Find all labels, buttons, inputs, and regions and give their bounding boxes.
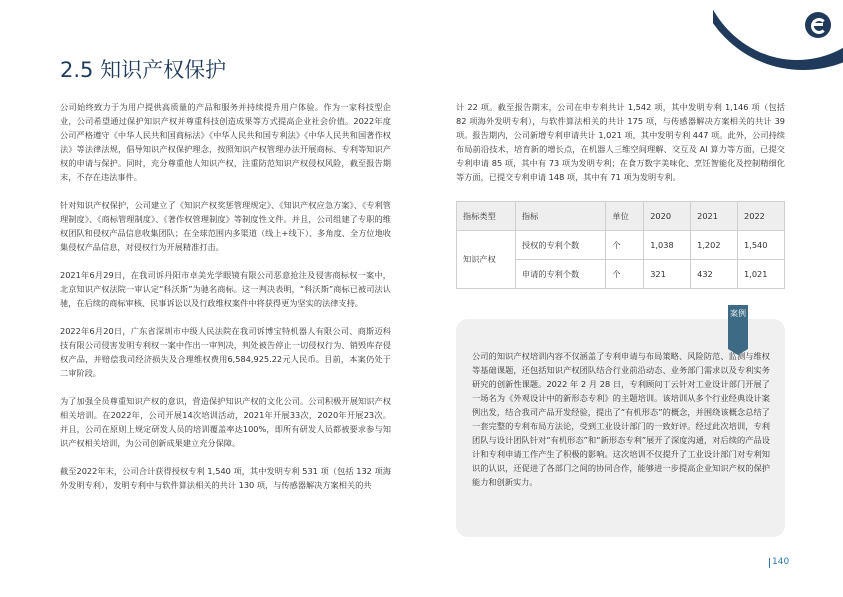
table-header-cell: 单位 bbox=[606, 202, 644, 231]
table-header-row bbox=[457, 202, 785, 231]
page-number-bar bbox=[769, 558, 770, 568]
paragraph: 2021年6月29日，在我司诉丹阳市卓美光学眼镜有限公司恶意抢注及侵害商标权一案中，北京知识产权法院一审认定“科沃斯”为驰名商标。这一判决表明，“科沃斯”商标已被司法认驰，在后续的商标审核、民事诉讼以及行政维权案件中将获得更为坚实的法律支持。 bbox=[60, 270, 391, 308]
table-header-cell: 2020 bbox=[644, 202, 691, 231]
table-cell: 个 bbox=[606, 260, 644, 289]
patent-table bbox=[456, 201, 785, 289]
table-cell: 个 bbox=[606, 231, 644, 260]
table-header-cell: 2022 bbox=[738, 202, 785, 231]
paragraph: 计 22 项。截至报告期末，公司在申专利共计 1,542 项，其中发明专利 1,146 项（包括 82 项海外发明专利），与软件算法相关的共计 175 项，与传感器解决方案相关的共计 39 项。报告期内，公司新增专利申请共计 1,021 项，其中发明专利 447 项。此外，公司持续布局前沿技术，培育新的增长点，在机器人三维空间理解、交互及 AI 算力等方面，已提交专利申请 85 项，其中有 73 项为发明专利；在食万数字美味化、烹饪智能化及控制精细化等方面，已提交专利申请 148 项，其中有 71 项为发明专利。 bbox=[456, 102, 785, 182]
right-column bbox=[456, 100, 785, 198]
brand-logo-icon bbox=[805, 12, 831, 38]
table-header-cell: 指标类型 bbox=[457, 202, 516, 231]
page-title: 2.5 知识产权保护 bbox=[60, 58, 227, 82]
paragraph: 2022年6月20日，广东省深圳市中级人民法院在我司诉博宝特机器人有限公司、商斯迈科技有限公司侵害发明专利权一案中作出一审判决，判处被告停止一切侵权行为、销毁库存侵权产品，并赔偿我司经济损失及合理维权费用6,584,925.22元人民币。目前，本案仍处于二审阶段。 bbox=[60, 326, 391, 378]
paragraph: 截至2022年末，公司合计获得授权专利 1,540 项，其中发明专利 531 项（包括 132 项海外发明专利），发明专利中与软件算法相关的共计 130 项，与传感器解决方案相关的共 bbox=[60, 466, 391, 490]
table-header-cell: 指标 bbox=[515, 202, 606, 231]
table-group-cell: 知识产权 bbox=[457, 231, 516, 289]
paragraph: 针对知识产权保护，公司建立了《知识产权奖惩管理规定》、《知识产权应急方案》、《专利管理制度》、《商标管理制度》、《著作权管理制度》等制度性文件。并且，公司组建了专职的维权团队和侵权产品信息收集团队；在全球范围内多渠道（线上+线下）、多角度、全方位地收集侵权产品信息，对侵权行为开展精准打击。 bbox=[60, 200, 391, 252]
table-cell: 1,540 bbox=[738, 231, 785, 260]
table-cell: 1,021 bbox=[738, 260, 785, 289]
table-header-cell: 2021 bbox=[691, 202, 738, 231]
paragraph: 为了加强全员尊重知识产权的意识，营造保护知识产权的文化公司。公司积极开展知识产权相关培训。在2022年，公司开展14次培训活动，2021年开展33次，2020年开展23次。并且，公司在原则上规定研发人员的培训覆盖率达100%，即所有研发人员都被要求参与知识产权相关培训，为公司创新成果建立充分保障。 bbox=[60, 396, 391, 448]
case-badge: 案例 bbox=[728, 305, 748, 349]
paragraph: 公司始终致力于为用户提供高质量的产品和服务并持续提升用户体验。作为一家科技型企业，公司希望通过保护知识产权并尊重科技创造成果等方式提高企业社会价值。2022年度公司严格遵守《中华人民共和国商标法》《中华人民共和国专利法》《中华人民共和国著作权法》等法律法规，倡导知识产权保护理念，按照知识产权管理办法开展商标、专利等知识产权的申请与保护。同时，充分尊重他人知识产权，注重防范知识产权侵权风险，截至报告期末，不存在违法事件。 bbox=[60, 102, 391, 182]
table-cell: 申请的专利个数 bbox=[515, 260, 606, 289]
table-cell: 1,038 bbox=[644, 231, 691, 260]
table-cell: 授权的专利个数 bbox=[515, 231, 606, 260]
left-column bbox=[60, 100, 391, 506]
table-cell: 321 bbox=[644, 260, 691, 289]
table-row bbox=[457, 231, 785, 260]
page-number: 140 bbox=[772, 557, 790, 567]
case-study-text: 公司的知识产权培训内容不仅涵盖了专利申请与布局策略、风险防范、监测与维权等基础课题，还包括知识产权团队结合行业前沿动态、业务部门需求以及专利实务研究的创新性课题。2022 年 2 月 28 日，专利顾问丁云针对工业设计部门开展了一场名为《外观设计中的新形态专利》的主题培训。该培训从多个行业经典设计案例出发，结合我司产品开发经验，提出了“有机形态”的概念，并围绕该概念总结了一套完整的专利布局方法论，受到工业设计部门的一致好评。经过此次培训，专利团队与设计团队针对“有机形态”和“新形态专利”展开了深度沟通，对后续的产品设计和专利申请工作产生了积极的影响。这次培训不仅提升了工业设计部门对专利知识的认识，还促进了各部门之间的协同合作，能够进一步提高企业知识产权的保护能力和创新实力。 bbox=[472, 351, 770, 487]
table-cell: 432 bbox=[691, 260, 738, 289]
table-cell: 1,202 bbox=[691, 231, 738, 260]
